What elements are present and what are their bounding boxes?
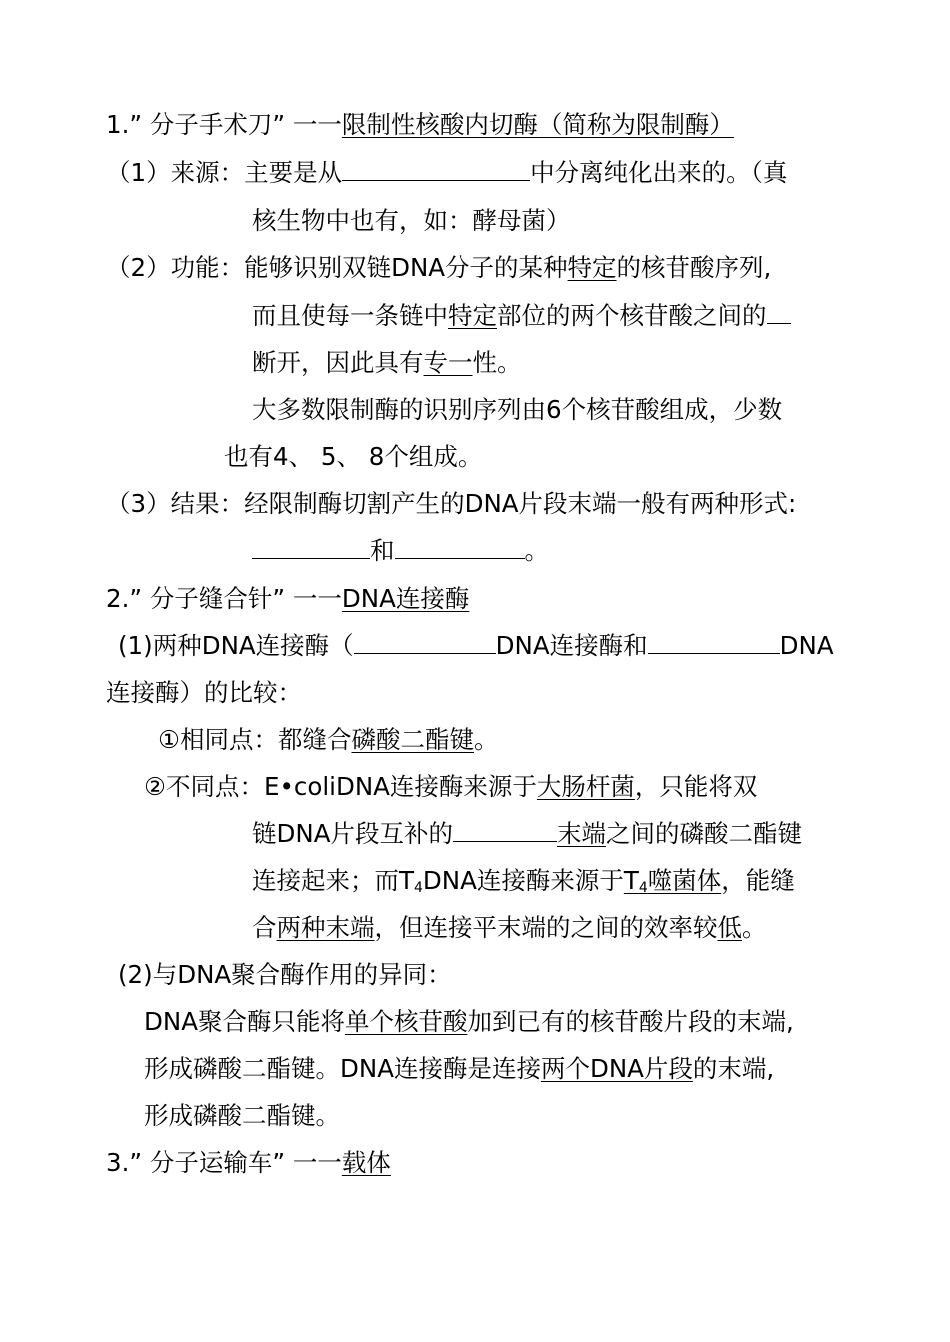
source-line-2: 核生物中也有，如：酵母菌） [252, 206, 571, 235]
section-topic: 限制性核酸内切酶（简称为限制酶） [341, 110, 734, 139]
fill-blank[interactable] [648, 631, 780, 654]
fill-blank[interactable] [354, 631, 496, 654]
source-label: （1）来源： [106, 158, 245, 187]
function-line-5: 也有4、 5、 8个组成。 [224, 442, 483, 471]
function-line-4: 大多数限制酶的识别序列由6个核苷酸组成，少数 [252, 395, 783, 424]
section-title: 分子手术刀 [149, 110, 273, 139]
function-line-2: 而且使每一条链中特定部位的两个核苷酸之间的 [252, 299, 791, 333]
section-topic: 载体 [341, 1148, 391, 1177]
polymerase-line-1: DNA聚合酶只能将单个核苷酸加到已有的核苷酸片段的末端, [144, 1007, 794, 1036]
source-line-1: （1）来源：主要是从 中分离纯化出来的。（真 [106, 158, 788, 187]
function-line-1: （2）功能：能够识别双链DNA分子的某种特定的核苷酸序列, [106, 253, 772, 282]
section-number: 3. [106, 1148, 130, 1177]
fill-blank[interactable] [453, 819, 557, 842]
section-number: 2. [106, 584, 130, 613]
result-label: （3）结果： [106, 489, 245, 518]
polymerase-compare-heading: (2)与DNA聚合酶作用的异同： [118, 960, 452, 989]
function-label: （2）功能： [106, 253, 245, 282]
section-title: 分子缝合针 [149, 584, 273, 613]
polymerase-line-3: 形成磷酸二酯键。 [144, 1101, 340, 1130]
fill-blank[interactable] [767, 301, 791, 324]
section-3-heading: 3.” 分子运输车” 一一载体 [106, 1148, 391, 1177]
polymerase-line-2: 形成磷酸二酯键。DNA连接酶是连接两个DNA片段的末端, [144, 1054, 775, 1083]
diff-point-line-3: 连接起来；而$T_4DNA$连接酶来源于$T_4$噬菌体，能缝 [252, 866, 795, 896]
diff-point-line-1: ②不同点：E•coliDNA连接酶来源于大肠杆菌，只能将双 [144, 772, 758, 801]
diff-point-line-2: 链DNA片段互补的 末端之间的磷酸二酯键 [252, 819, 802, 848]
diff-point-line-4: 合两种末端，但连接平末端的之间的效率较低。 [252, 913, 767, 942]
fill-blank[interactable] [252, 536, 370, 559]
fill-blank[interactable] [342, 158, 530, 181]
section-topic: DNA连接酶 [341, 584, 470, 613]
section-1-heading: 1.” 分子手术刀” 一一限制性核酸内切酶（简称为限制酶） [106, 110, 734, 139]
result-line-2: 和 。 [252, 534, 549, 568]
result-line-1: （3）结果：经限制酶切割产生的DNA片段末端一般有两种形式: [106, 489, 797, 518]
section-title: 分子运输车 [149, 1148, 273, 1177]
section-2-heading: 2.” 分子缝合针” 一一DNA连接酶 [106, 584, 470, 613]
compare-line-2: 连接酶）的比较： [106, 678, 302, 707]
compare-line-1: (1)两种DNA连接酶（ DNA连接酶和 DNA [118, 631, 834, 660]
function-line-3: 断开，因此具有专一性。 [252, 348, 522, 377]
same-point-line: ①相同点：都缝合磷酸二酯键。 [158, 725, 499, 754]
fill-blank[interactable] [395, 536, 525, 559]
section-number: 1. [106, 110, 130, 139]
